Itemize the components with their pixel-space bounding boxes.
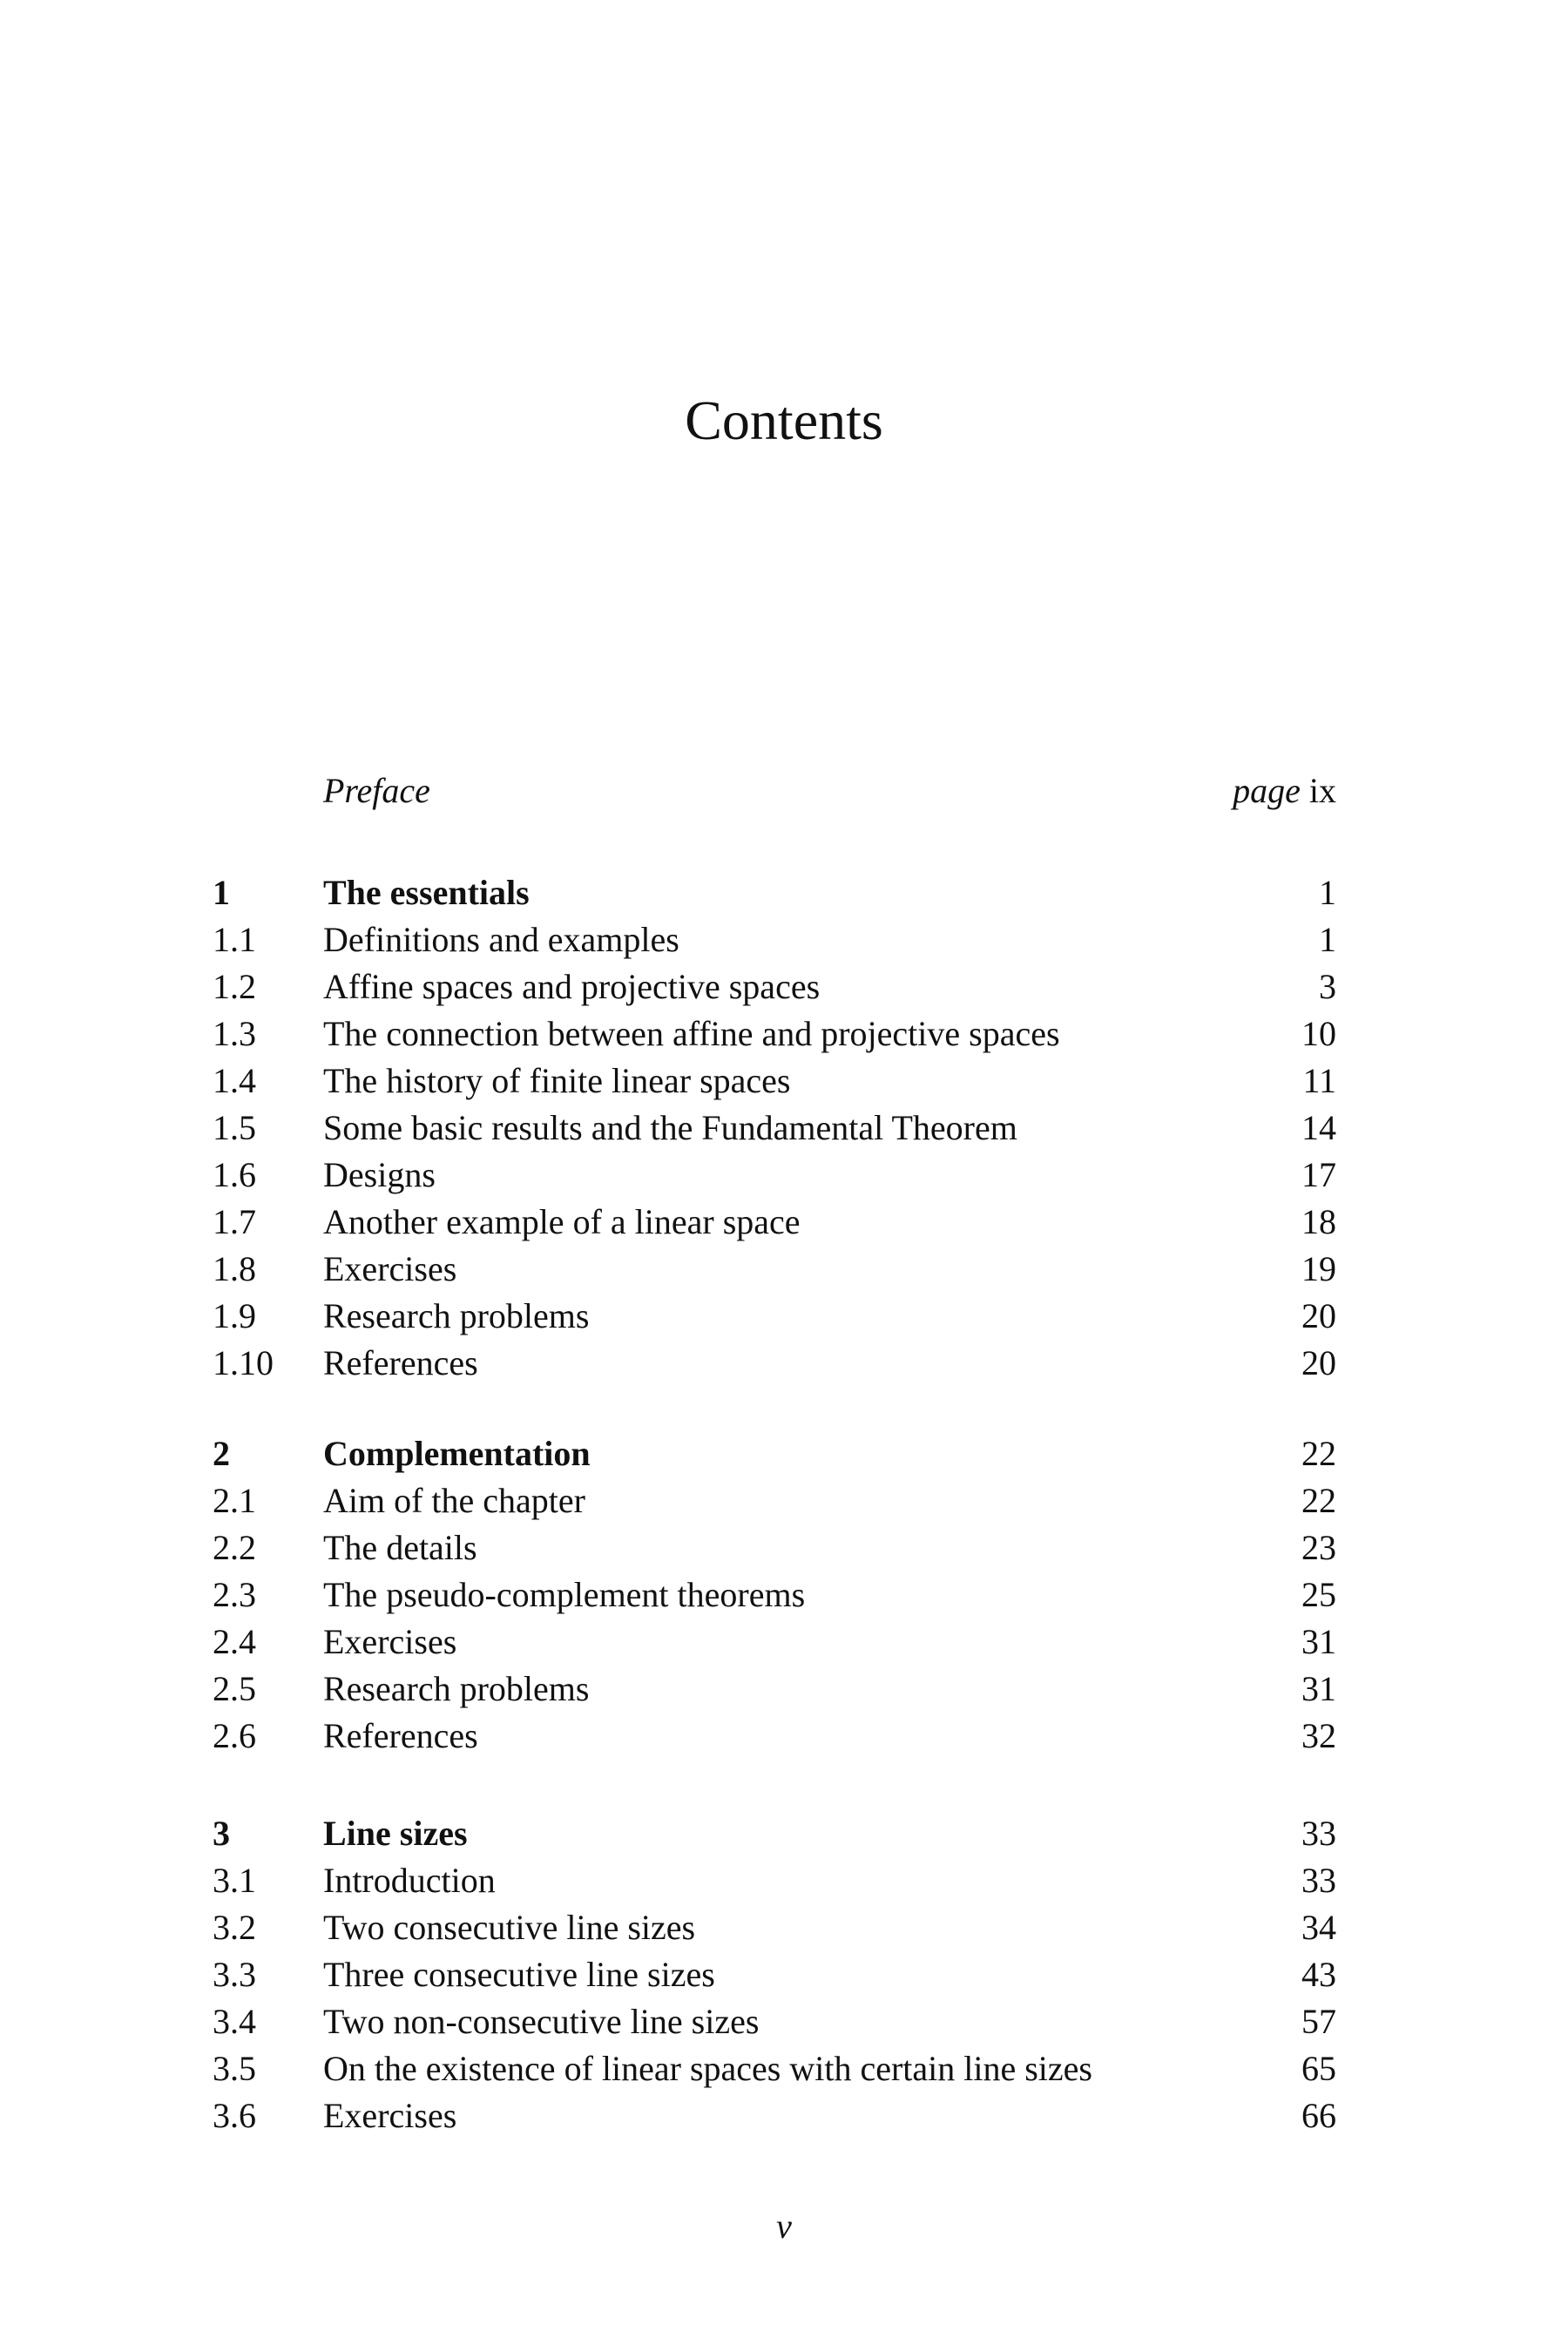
- section-row: [213, 2045, 1336, 2092]
- section-title: The pseudo-complement theorems: [323, 1575, 806, 1614]
- chapter-1-block: [213, 869, 1336, 1387]
- section-row: [213, 1713, 1336, 1760]
- section-page: 11: [1302, 1061, 1336, 1100]
- page-folio: v: [776, 2207, 792, 2246]
- section-page: 1: [1319, 920, 1336, 959]
- section-row: [213, 916, 1336, 963]
- section-title: Some basic results and the Fundamental Theorem: [323, 1108, 1017, 1147]
- section-title: On the existence of linear spaces with certain line sizes: [323, 2049, 1092, 2088]
- section-number: 1.6: [213, 1155, 256, 1194]
- section-title: Exercises: [323, 1622, 457, 1661]
- chapter-row: [213, 1810, 1336, 1857]
- section-row: [213, 1199, 1336, 1246]
- section-number: 3.5: [213, 2049, 256, 2088]
- section-number: 1.7: [213, 1202, 256, 1241]
- chapter-title: The essentials: [323, 873, 530, 912]
- chapter-3-block: [213, 1810, 1336, 2139]
- section-row: [213, 1951, 1336, 1998]
- section-number: 2.3: [213, 1575, 256, 1614]
- section-number: 1.2: [213, 967, 256, 1006]
- section-page: 34: [1301, 1908, 1336, 1947]
- toc-preface-row: [213, 767, 1336, 815]
- preface-title: Preface: [323, 771, 430, 810]
- section-row: [213, 1105, 1336, 1152]
- section-row: [213, 1666, 1336, 1713]
- section-row: [213, 1998, 1336, 2045]
- section-title: Aim of the chapter: [323, 1481, 585, 1520]
- section-row: [213, 1571, 1336, 1619]
- section-page: 17: [1301, 1155, 1336, 1194]
- section-page: 66: [1301, 2096, 1336, 2135]
- chapter-2-block: [213, 1430, 1336, 1760]
- chapter-page: 33: [1301, 1814, 1336, 1853]
- section-row: [213, 2092, 1336, 2139]
- section-title: Two consecutive line sizes: [323, 1908, 696, 1947]
- section-number: 2.6: [213, 1716, 256, 1755]
- section-title: Research problems: [323, 1296, 590, 1335]
- page-title: Contents: [685, 389, 883, 451]
- section-number: 2.4: [213, 1622, 256, 1661]
- section-row: [213, 1152, 1336, 1199]
- chapter-row: [213, 1430, 1336, 1477]
- section-title: The details: [323, 1528, 477, 1567]
- section-number: 2.1: [213, 1481, 256, 1520]
- section-title: Designs: [323, 1155, 436, 1194]
- section-title: Exercises: [323, 1249, 457, 1288]
- section-number: 1.4: [213, 1061, 256, 1100]
- section-title: Exercises: [323, 2096, 457, 2135]
- section-number: 1.9: [213, 1296, 256, 1335]
- section-page: 65: [1301, 2049, 1336, 2088]
- section-row: [213, 1058, 1336, 1105]
- section-page: 43: [1301, 1955, 1336, 1994]
- section-row: [213, 1904, 1336, 1951]
- preface-page-word: page: [1233, 771, 1301, 810]
- section-number: 1.8: [213, 1249, 256, 1288]
- section-number: 1.5: [213, 1108, 256, 1147]
- section-row: [213, 1619, 1336, 1666]
- section-page: 20: [1301, 1343, 1336, 1382]
- section-title: Two non-consecutive line sizes: [323, 2002, 760, 2041]
- section-page: 3: [1319, 967, 1336, 1006]
- section-number: 1.1: [213, 920, 256, 959]
- preface-page-number: ix: [1308, 771, 1336, 810]
- chapter-title: Line sizes: [323, 1814, 468, 1853]
- section-page: 31: [1301, 1669, 1336, 1708]
- section-number: 1.10: [213, 1343, 274, 1382]
- section-page: 14: [1301, 1108, 1336, 1147]
- section-row: [213, 963, 1336, 1010]
- chapter-number: 2: [213, 1434, 230, 1473]
- section-row: [213, 1293, 1336, 1340]
- section-number: 1.3: [213, 1014, 256, 1053]
- preface-page: [1233, 767, 1336, 815]
- section-number: 2.2: [213, 1528, 256, 1567]
- section-row: [213, 1246, 1336, 1293]
- section-page: 20: [1301, 1296, 1336, 1335]
- chapter-number: 3: [213, 1814, 230, 1853]
- section-page: 31: [1301, 1622, 1336, 1661]
- section-page: 19: [1301, 1249, 1336, 1288]
- section-page: 32: [1301, 1716, 1336, 1755]
- section-row: [213, 1340, 1336, 1387]
- chapter-title: Complementation: [323, 1434, 591, 1473]
- section-title: Introduction: [323, 1861, 496, 1900]
- chapter-page: 1: [1319, 873, 1336, 912]
- section-number: 3.1: [213, 1861, 256, 1900]
- section-title: The connection between affine and projective spaces: [323, 1014, 1060, 1053]
- section-number: 3.3: [213, 1955, 256, 1994]
- section-title: References: [323, 1716, 478, 1755]
- section-number: 2.5: [213, 1669, 256, 1708]
- section-title: Three consecutive line sizes: [323, 1955, 715, 1994]
- section-title: Affine spaces and projective spaces: [323, 967, 821, 1006]
- section-page: 25: [1301, 1575, 1336, 1614]
- section-row: [213, 1010, 1336, 1058]
- chapter-number: 1: [213, 873, 230, 912]
- section-row: [213, 1524, 1336, 1571]
- section-title: Research problems: [323, 1669, 590, 1708]
- chapter-page: 22: [1301, 1434, 1336, 1473]
- section-title: Another example of a linear space: [323, 1202, 801, 1241]
- section-row: [213, 1477, 1336, 1524]
- section-page: 18: [1301, 1202, 1336, 1241]
- section-number: 3.4: [213, 2002, 256, 2041]
- section-page: 22: [1301, 1481, 1336, 1520]
- section-title: References: [323, 1343, 478, 1382]
- section-number: 3.6: [213, 2096, 256, 2135]
- section-page: 10: [1301, 1014, 1336, 1053]
- section-page: 33: [1301, 1861, 1336, 1900]
- chapter-row: [213, 869, 1336, 916]
- section-page: 23: [1301, 1528, 1336, 1567]
- section-title: Definitions and examples: [323, 920, 679, 959]
- section-row: [213, 1857, 1336, 1904]
- section-number: 3.2: [213, 1908, 256, 1947]
- section-title: The history of finite linear spaces: [323, 1061, 791, 1100]
- section-page: 57: [1301, 2002, 1336, 2041]
